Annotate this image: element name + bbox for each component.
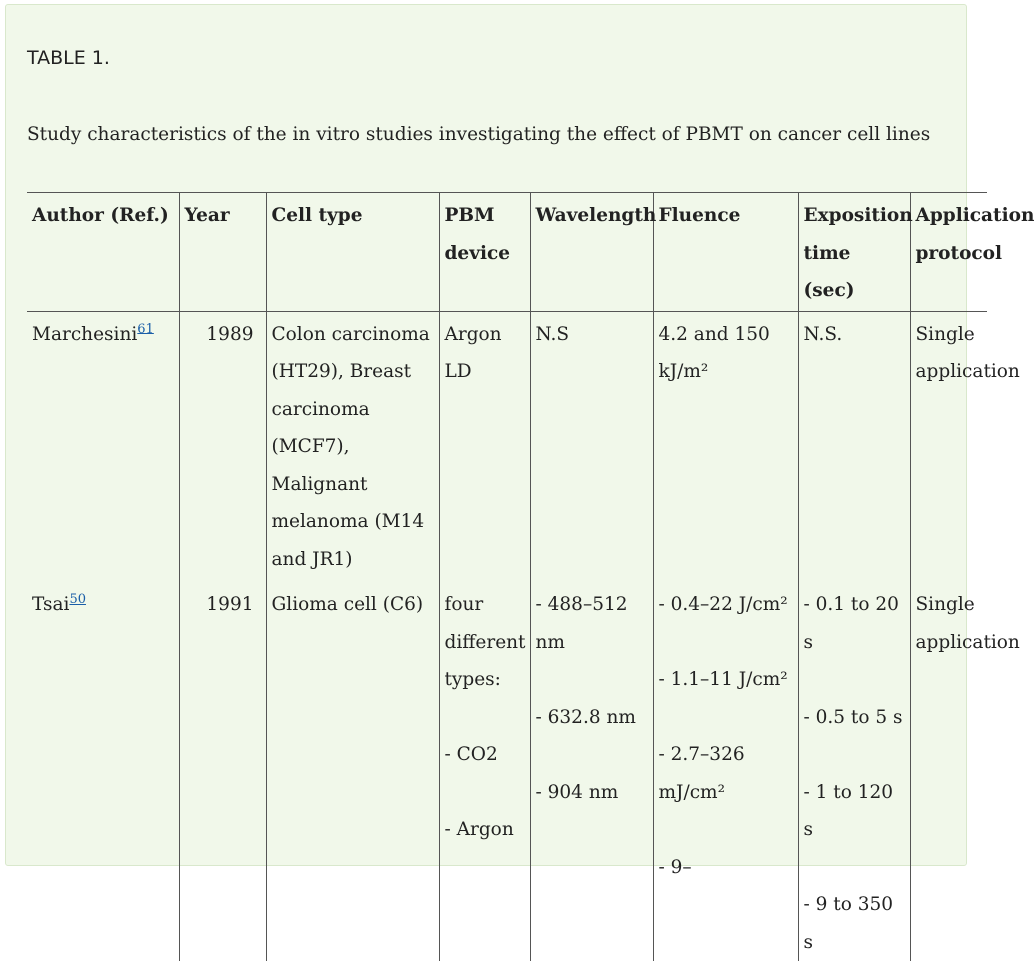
exposition-line: - 0.5 to 5 s [803, 706, 903, 728]
table-container [27, 192, 1034, 953]
cell-wavelength [530, 578, 653, 961]
cell-application: Single application [910, 578, 987, 961]
header-pbm-device: PBM device [439, 193, 530, 312]
wavelength-line: - 488–512 nm [535, 594, 628, 653]
header-application-protocol: Application protocol [910, 193, 987, 312]
cell-year: 1991 [179, 578, 266, 961]
fluence-line: - 0.4–22 J/cm² [658, 594, 788, 615]
exposition-line: - 0.1 to 20 s [803, 594, 899, 653]
fluence-line: - 2.7–326 mJ/cm² [658, 744, 745, 803]
cell-cell-type: Colon carcinoma (HT29), Breast carcinoma (MCF7), Malignant melanoma (M14 and JR1) [266, 311, 439, 578]
table-row [27, 311, 987, 578]
table-caption: Study characteristics of the in vitro studies investigating the effect of PBMT on cancer cell lines [27, 124, 931, 145]
cell-author [27, 311, 179, 578]
cell-fluence: 4.2 and 150 kJ/m² [653, 311, 798, 578]
cell-device [439, 578, 530, 961]
table-label: TABLE 1. [27, 47, 110, 69]
exposition-line: - 1 to 120 s [803, 781, 894, 840]
exposition-line: - 9 to 350 s [803, 894, 894, 953]
device-line: - Argon [444, 819, 514, 840]
device-line: - CO2 [444, 744, 498, 765]
cell-application: Single application [910, 311, 987, 578]
fluence-line: - 9– [658, 856, 692, 878]
table-row [27, 578, 987, 961]
cell-year: 1989 [179, 311, 266, 578]
header-row [27, 193, 987, 312]
device-line: four different types: [444, 594, 526, 690]
wavelength-line: - 632.8 nm [535, 706, 636, 728]
wavelength-line: - 904 nm [535, 781, 619, 803]
author-name: Tsai [32, 594, 70, 615]
reference-link[interactable]: 50 [69, 591, 86, 607]
author-name: Marchesini [32, 323, 138, 345]
cell-author [27, 578, 179, 961]
header-fluence: Fluence [653, 193, 798, 312]
fluence-line: - 1.1–11 J/cm² [658, 669, 788, 690]
cell-exposition: N.S. [798, 311, 910, 578]
cell-fluence [653, 578, 798, 961]
header-wavelength: Wavelength [530, 193, 653, 312]
reference-link[interactable]: 61 [137, 321, 154, 337]
study-table [27, 192, 1034, 961]
header-author: Author (Ref.) [32, 205, 169, 226]
cell-exposition [798, 578, 910, 961]
header-year: Year [179, 193, 266, 312]
cell-device: Argon LD [439, 311, 530, 578]
header-cell-type: Cell type [266, 193, 439, 312]
cell-wavelength: N.S [530, 311, 653, 578]
cell-cell-type: Glioma cell (C6) [266, 578, 439, 961]
header-exposition-time: Exposition time (sec) [798, 193, 910, 312]
